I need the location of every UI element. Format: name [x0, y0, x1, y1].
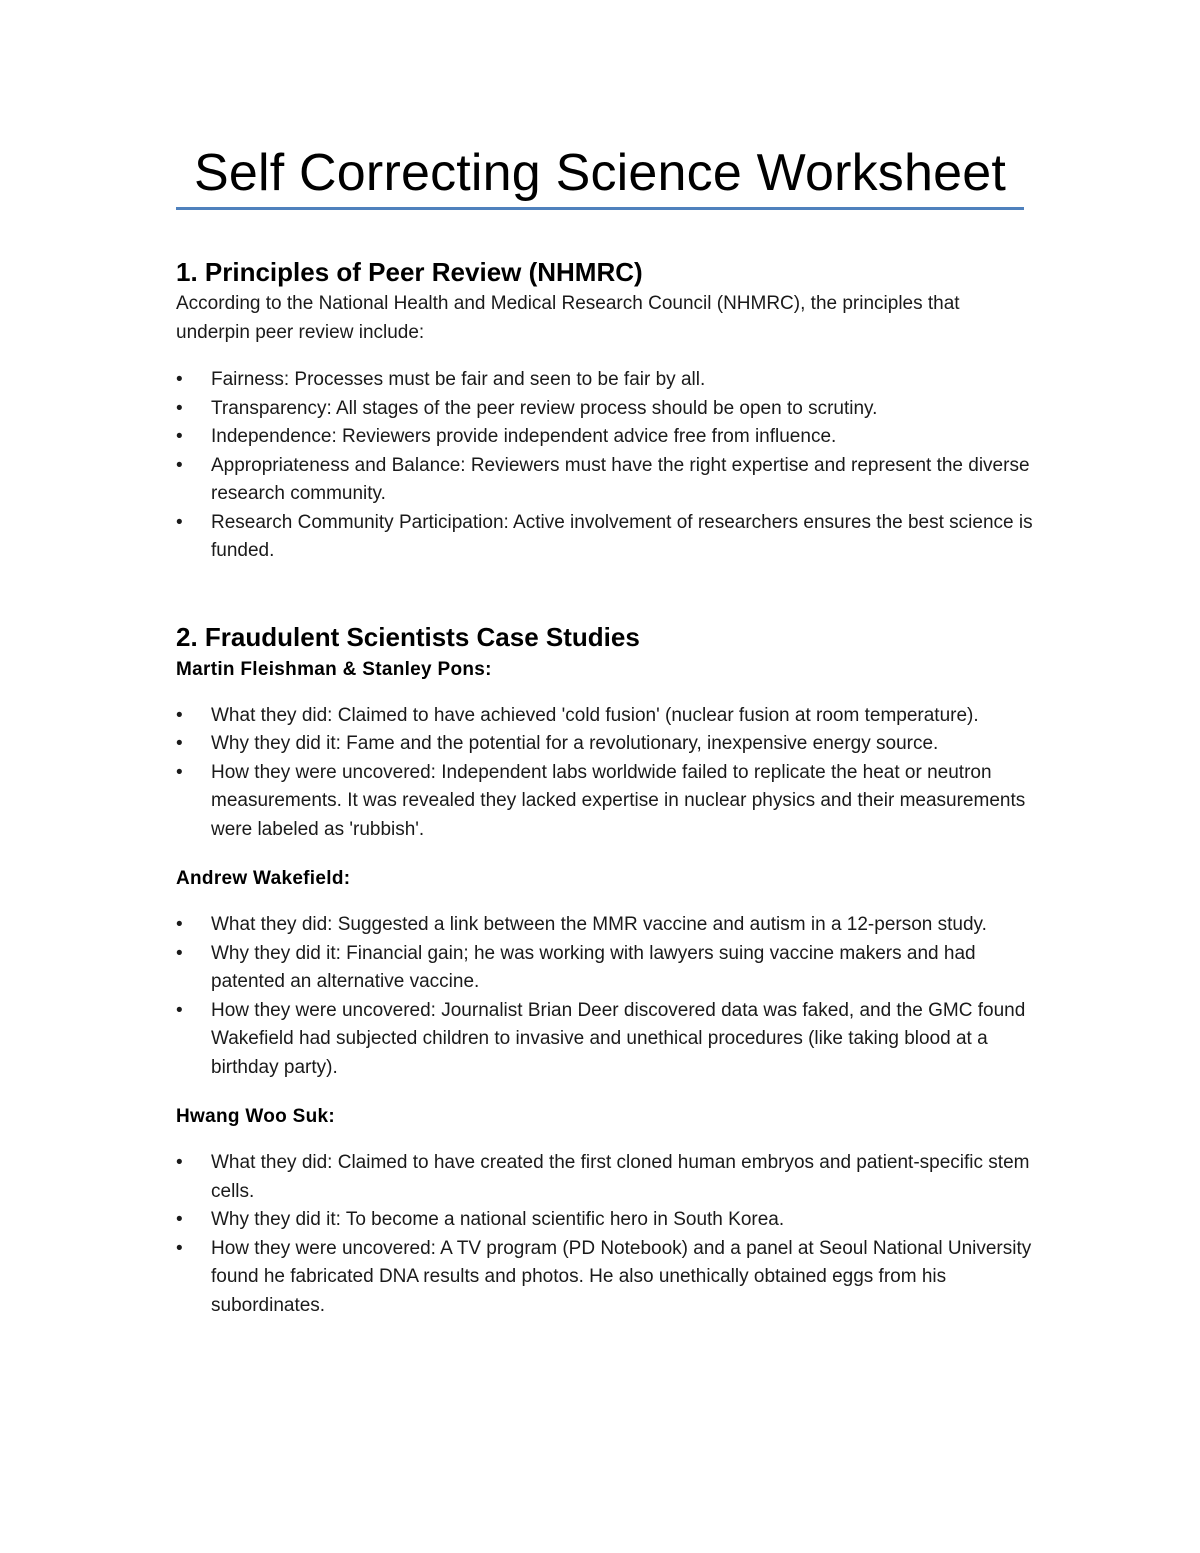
list-item: [176, 1206, 1036, 1235]
bullet-icon: •: [176, 999, 183, 1021]
list-item: [176, 395, 1036, 424]
list-item-text: Transparency: All stages of the peer review process should be open to scrutiny.: [211, 397, 878, 419]
list-item: [176, 997, 1036, 1083]
list-item-text: Fairness: Processes must be fair and seen to be fair by all.: [211, 369, 706, 390]
list-item: [176, 452, 1036, 509]
bullet-icon: •: [176, 733, 183, 754]
list-item-text: What they did: Suggested a link between the MMR vaccine and autism in a 12-person study.: [211, 914, 987, 935]
case-study-list: [176, 1149, 1036, 1320]
list-item-text: How they were uncovered: A TV program (PD Notebook) and a panel at Seoul National University found he fabricated DNA results and photos. He also unethically obtained eggs from his subordinates.: [211, 1237, 1032, 1316]
case-study-name: Andrew Wakefield:: [176, 868, 351, 889]
case-study-list: [176, 911, 1036, 1082]
list-item: [176, 1235, 1036, 1321]
list-item-text: Why they did it: Financial gain; he was working with lawyers suing vaccine makers and had patented an alternative vaccine.: [211, 942, 976, 992]
list-item: [176, 423, 1036, 452]
case-study: [176, 864, 1036, 1082]
title-underline: [176, 207, 1024, 210]
list-item-text: Research Community Participation: Active involvement of researchers ensures the best science is funded.: [211, 511, 1033, 561]
bullet-icon: •: [176, 914, 183, 935]
list-item: [176, 940, 1036, 997]
section-heading: 1. Principles of Peer Review (NHMRC): [176, 257, 643, 287]
bullet-icon: •: [176, 1152, 183, 1173]
list-item: [176, 702, 1036, 731]
document-body: [176, 254, 1036, 1320]
bullet-icon: •: [176, 704, 183, 726]
list-item: [176, 759, 1036, 845]
bullet-icon: •: [176, 1237, 183, 1259]
list-item: [176, 366, 1036, 395]
section-case-studies: [176, 619, 1036, 1321]
bullet-icon: •: [176, 369, 183, 390]
list-item: [176, 730, 1036, 759]
list-item-text: How they were uncovered: Journalist Brian Deer discovered data was faked, and the GMC found Wakefield had subjected children to invasive and unethical procedures (like taking blood at a birthday party).: [211, 999, 1026, 1078]
list-item-text: What they did: Claimed to have created the first cloned human embryos and patient-specific stem cells.: [211, 1152, 1030, 1202]
section-intro: According to the National Health and Medical Research Council (NHMRC), the principles that underpin peer review include:: [176, 293, 960, 343]
list-item-text: Why they did it: Fame and the potential for a revolutionary, inexpensive energy source.: [211, 733, 939, 754]
list-item: [176, 1149, 1036, 1206]
case-study: [176, 655, 1036, 845]
section-peer-review: [176, 254, 1036, 566]
bullet-icon: •: [176, 761, 183, 783]
case-study-list: [176, 702, 1036, 845]
case-study-name: Hwang Woo Suk:: [176, 1106, 336, 1127]
list-item-text: Why they did it: To become a national scientific hero in South Korea.: [211, 1209, 785, 1230]
list-item-text: What they did: Claimed to have achieved 'cold fusion' (nuclear fusion at room temperature).: [211, 704, 979, 726]
principles-list: [176, 366, 1036, 566]
bullet-icon: •: [176, 942, 183, 964]
bullet-icon: •: [176, 511, 183, 533]
case-study-name: Martin Fleishman & Stanley Pons:: [176, 658, 492, 680]
case-study: [176, 1102, 1036, 1320]
list-item-text: How they were uncovered: Independent labs worldwide failed to replicate the heat or neutron measurements. It was revealed they lacked expertise in nuclear physics and their measurements were labeled as 'rubbish'.: [211, 761, 1026, 840]
list-item-text: Appropriateness and Balance: Reviewers must have the right expertise and represent the diverse research community.: [211, 454, 1030, 504]
bullet-icon: •: [176, 1209, 183, 1230]
bullet-icon: •: [176, 454, 183, 476]
list-item-text: Independence: Reviewers provide independent advice free from influence.: [211, 426, 837, 447]
list-item: [176, 509, 1036, 566]
bullet-icon: •: [176, 426, 183, 447]
page-title: Self Correcting Science Worksheet: [194, 144, 1006, 202]
list-item: [176, 911, 1036, 940]
section-heading: 2. Fraudulent Scientists Case Studies: [176, 621, 640, 652]
bullet-icon: •: [176, 397, 183, 419]
